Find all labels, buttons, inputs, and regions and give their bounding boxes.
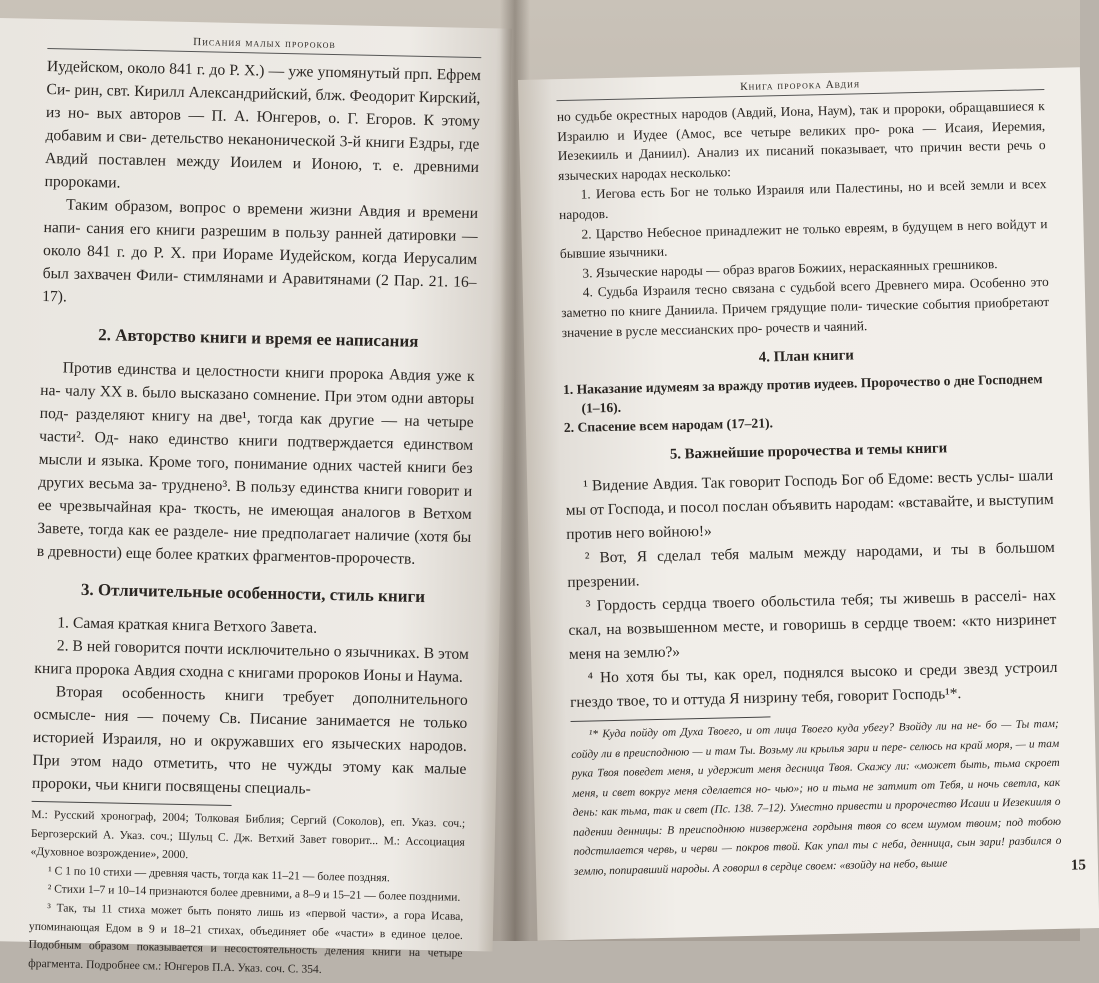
page-number: 15 <box>1070 857 1087 874</box>
intro-paragraph: но судьбе окрестных народов (Авдий, Иона, Наум), так и пророки, обращавшиеся к Израилю и Иудее (Амос, все четыре великих про- рока — Исаия, Иеремия, Иезекииль и Даниил). Анализ их писаний показывает, что причин вести речь о языческих народах несколько: <box>556 98 1046 183</box>
footnote: ¹ С 1 по 10 стихи — древняя часть, тогда как 11–21 — более поздняя. <box>48 863 390 885</box>
plan-list <box>563 369 1052 437</box>
right-page <box>518 67 1099 941</box>
section-heading-style: 3. Отличительные особенности, стиль книги <box>80 579 426 607</box>
reason-item: 1. Иегова есть Бог не только Израиля или Палестины, но и всей земли и всех народов. <box>558 176 1047 223</box>
left-body <box>32 55 481 804</box>
dating-paragraph: Таким образом, вопрос о времени жизни Авдия и времени напи- сания его книги разрешим в пользу ранней датировки — около 841 г. до Р. Х. при Иораме Иудейском, когда Иерусалим был захвачен Фили- стимлянами и Аравитянами (2 Пар. 21. 16–17). <box>41 196 479 306</box>
footnote: М.: Русский хронограф, 2004; Толковая Библия; Сергий (Соколов), еп. Указ. соч.; Бергозерский А. Указ. соч.; Шульц С. Дж. Ветхий Завет говорит... М.: Ассоциация «Духовное возрождение», 2000. <box>30 807 466 862</box>
verse: ² Вот, Я сделал тебя малым между народами, и ты в большом презрении. <box>567 539 1055 592</box>
footnote: ² Стихи 1–7 и 10–14 признаются более древними, а 8–9 и 15–21 — более поздними. <box>47 882 461 905</box>
intro-paragraph: Иудейском, около 841 г. до Р. Х.) — уже упомянутый прп. Ефрем Си- рин, свт. Кирилл Александрийский, блж. Феодорит Кирский, из но- вых авторов — П. А. Юнгеров, о. Г. Егоров. К этому добавим и сви- детельство неканонической 3-й книги Ездры, где Авдий поставлен между Иоилем и Ионою, т. е. древними пророками. <box>44 57 482 192</box>
reason-item: 3. Языческие народы — образ врагов Божиих, нераскаянных грешников. <box>582 255 998 281</box>
reason-item: 2. Царство Небесное принадлежит не только евреям, в будущем в него войдут и бывшие язычники. <box>559 215 1048 262</box>
verse: ³ Гордость сердца твоего обольстила тебя; ты живешь в расселі- нах скал, на возвышенном месте, и говоришь в сердце твоем: «кто низринет меня на землю?» <box>568 587 1057 664</box>
closing-paragraph: Вторая особенность книги требует дополнительного осмысле- ния — почему Св. Писание занимается не только историей Израиля, но и окружавших его языческих народов. При этом надо отметить, что не чужды этому как малые пророки, чьи книги посвящены специаль- <box>31 683 468 798</box>
authorship-paragraph: Против единства и целостности книги пророка Авдия уже к на- чалу XX в. было высказано сомнение. При этом одни авторы под- разделяют книгу на две¹, тогда как другие — на четыре части². Од- нако единство книги подтверждается единством мысли и языка. Кроме того, понимание одних частей книги без других весьма за- труднено³. В пользу единства книги говорит и ее чрезвычайная кра- ткость, не имеющая аналогов в Ветхом Завете, тогда как ее разделе- ние предполагает наличие (хотя бы в древности) еще более кратких фрагментов-пророчеств. <box>36 359 475 568</box>
verse: ⁴ Но хотя бы ты, как орел, поднялся высоко и среди звезд устроил гнездо твое, то и оттуда Я низрину тебя, говорит Господь¹*. <box>569 659 1058 712</box>
footnote-rule <box>32 801 232 806</box>
footnote: ¹* Куда пойду от Духа Твоего, и от лица Твоего куда убегу? Взойду ли на не- бо — Ты там; сойду ли в преисподнюю — и там Ты. Возьму ли крылья зари и пере- селюсь на край моря, — и там рука Твоя поведет меня, и удержит меня десница Твоя. Скажу ли: «может быть, тьма скроет меня, и свет вокруг меня сделается но- чью»; но и тьма не затмит от Тебя, и ночь светла, как день: как тьма, так и свет (Пс. 138. 7–12). Уместно привести и пророчество Исаии и Иезекииля о падении денницы: В преисподнюю низвержена гордыня твоя со всем шумом твоим; под тобою подстилается червь, и черви — покров твой. Как упал ты с неба, денница, сын зари! разбился о землю, попиравший народы. А говорил в сердце своем: «взойду на небо, выше <box>571 718 1062 878</box>
list-item: 1. Самая краткая книга Ветхого Завета. <box>57 614 318 637</box>
verse: ¹ Видение Авдия. Так говорит Господь Бог об Едоме: весть услы- шали мы от Господа, и посол послан объявить народам: «вставайте, и выступим против него войною!» <box>565 467 1054 544</box>
left-page <box>0 18 512 976</box>
reason-item: 4. Судьба Израиля тесно связана с судьбой всего Древнего мира. Особенно это заметно по книге Даниила. Причем грядущие поли- тические события приобретают значение в русле мессианских про- рочеств и чаяний. <box>561 274 1050 340</box>
verses-block <box>565 464 1058 715</box>
left-running-head: Писания малых пророков <box>47 19 482 58</box>
right-body <box>557 96 1050 342</box>
plan-item: 1. Наказание идумеям за вражду против иудеев. Пророчество о дне Господнем (1–16). <box>562 371 1043 416</box>
right-running-head: Книга пророка Авдия <box>556 68 1044 101</box>
section-heading-plan: 4. План книги <box>758 347 855 366</box>
right-footnotes <box>571 715 1062 882</box>
left-footnotes <box>28 806 465 982</box>
list-item: 2. В ней говорится почти исключительно о язычниках. В этом книга пророка Авдия сходна с книгами пророков Ионы и Наума. <box>34 637 469 686</box>
section-heading-authorship: 2. Авторство книги и время ее написания <box>98 325 419 351</box>
plan-item: 2. Спасение всем народам (17–21). <box>563 415 774 436</box>
footnote: ³ Так, ты 11 стиха может быть понято лишь из «первой части», а гора Исава, упоминающая Едом в 9 и 18–21 стихах, объединяет обе «части» в единое целое. Подобным образом показывается и несостоятельность деления книги на четыре фрагмента. Подробнее см.: Юнгеров П.А. Указ. соч. С. 354. <box>28 901 464 976</box>
section-heading-prophecies: 5. Важнейшие пророчества и темы книги <box>669 440 948 463</box>
